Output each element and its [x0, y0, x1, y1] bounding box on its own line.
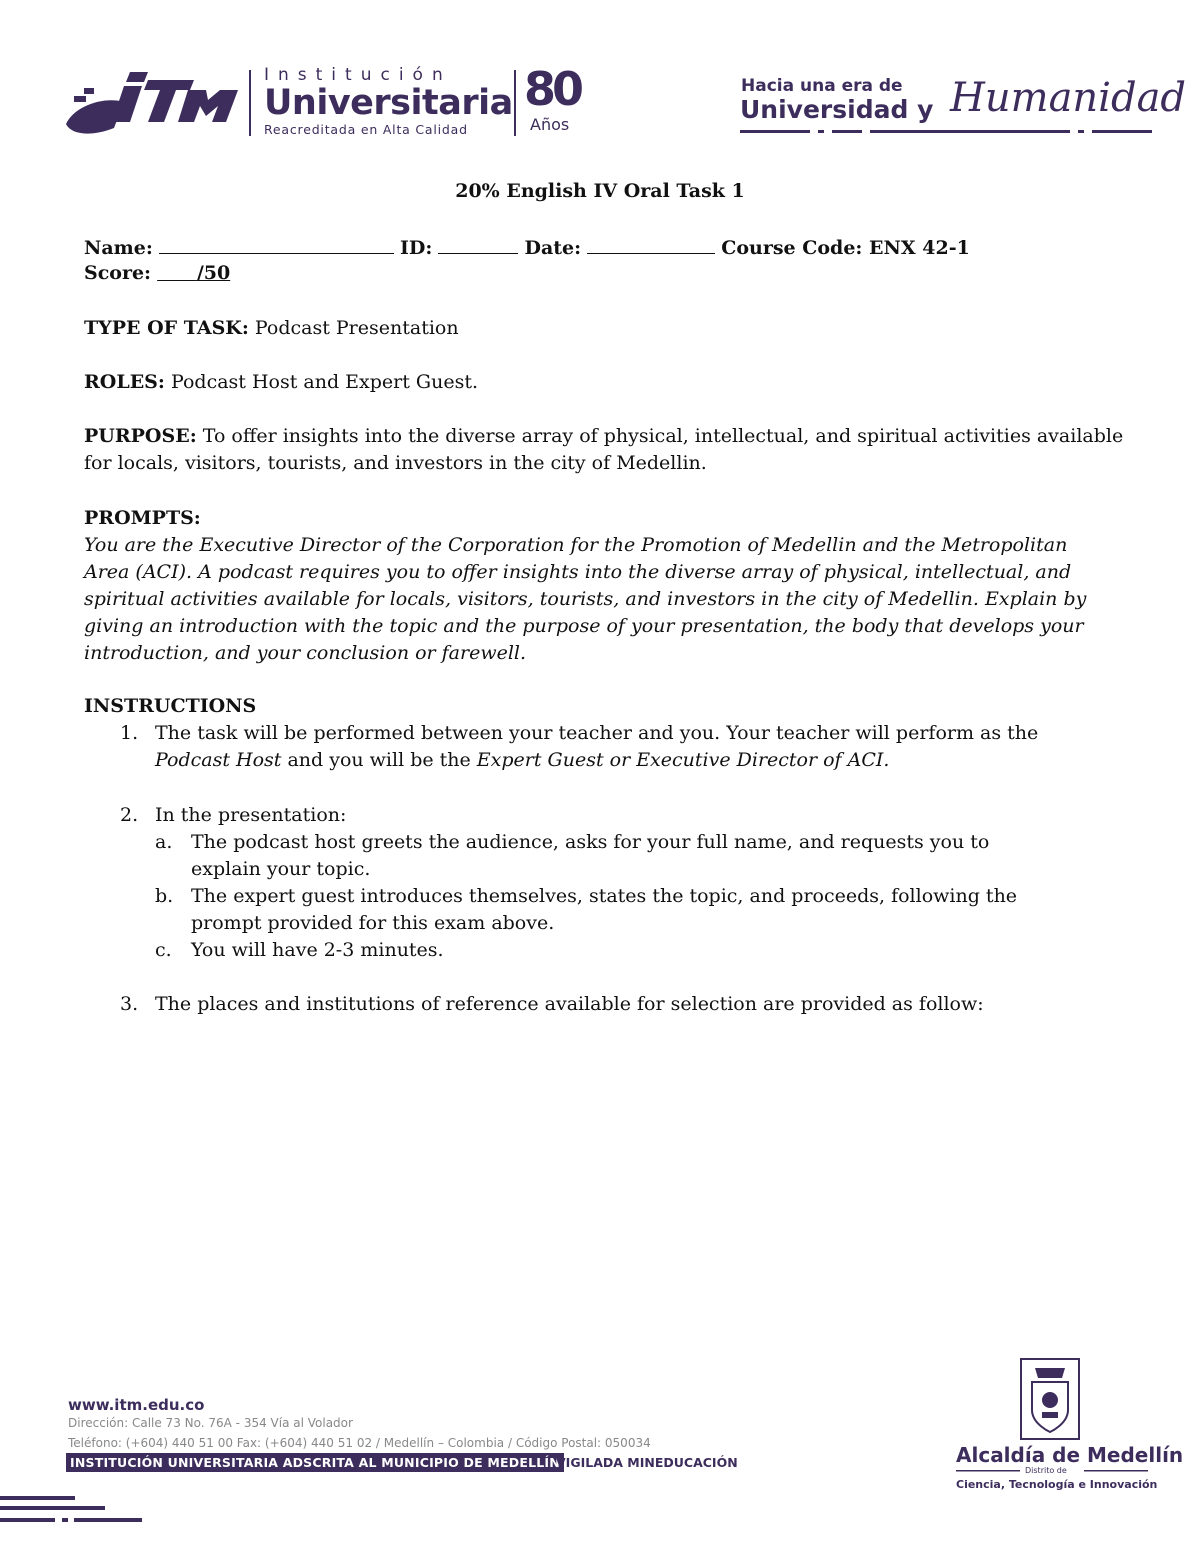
slogan-script: Humanidad: [950, 75, 1187, 121]
anniversary-number: 80: [524, 62, 581, 116]
student-info-line: [84, 233, 970, 262]
roles-label: ROLES:: [84, 371, 165, 393]
course-code: Course Code: ENX 42-1: [721, 237, 970, 259]
slogan-underline-icon: [740, 128, 1155, 136]
date-field[interactable]: [587, 233, 715, 254]
sub-b-letter: b.: [155, 885, 174, 907]
itm-logo: [64, 66, 239, 138]
alcaldia-name: Alcaldía de Medellín: [956, 1443, 1184, 1467]
institution-name: [264, 66, 513, 138]
sub-c-letter: c.: [155, 939, 172, 961]
medellin-crest-icon: [1020, 1358, 1080, 1440]
sub-a-letter: a.: [155, 831, 173, 853]
item-1-line-1: The task will be performed between your teacher and you. Your teacher will perform as the: [155, 722, 1039, 744]
prompts-label: PROMPTS:: [84, 507, 201, 529]
website-link[interactable]: www.itm.edu.co: [68, 1396, 205, 1414]
score-line: [84, 260, 230, 287]
roles-value: Podcast Host and Expert Guest.: [170, 371, 479, 393]
sub-c-line-1: You will have 2-3 minutes.: [191, 939, 444, 961]
document-title: 20% English IV Oral Task 1: [455, 180, 745, 202]
type-line: [84, 315, 459, 342]
item-1-number: 1.: [120, 722, 139, 744]
date-label: Date:: [524, 237, 582, 259]
footer-lines-icon: [0, 1494, 150, 1526]
item-1-connector: and you will be the: [281, 749, 477, 771]
roles-line: [84, 369, 478, 396]
sub-b-line-1: The expert guest introduces themselves, states the topic, and proceeds, following the: [191, 885, 1018, 907]
anniversary-word: Años: [530, 115, 570, 134]
sub-a-line-1: The podcast host greets the audience, asks for your full name, and requests you to: [191, 831, 990, 853]
id-field[interactable]: [438, 233, 518, 254]
score-label: Score:: [84, 262, 152, 284]
item-3-text: The places and institutions of reference available for selection are provided as follow:: [155, 993, 984, 1015]
purpose-value: To offer insights into the diverse array of physical, intellectual, and spiritual activities available for locals, visitors, tourists, and investors in the city of Medellin.: [84, 425, 1124, 474]
alcaldia-subtitle: Ciencia, Tecnología e Innovación: [956, 1478, 1158, 1491]
itm-logo-icon: [64, 66, 239, 138]
footer-band: INSTITUCIÓN UNIVERSITARIA ADSCRITA AL MUNICIPIO DE MEDELLÍN: [66, 1453, 564, 1472]
item-3-number: 3.: [120, 993, 139, 1015]
alcaldia-distrito: Distrito de: [1025, 1466, 1067, 1475]
footer-phone: Teléfono: (+604) 440 51 00 Fax: (+604) 440 51 02 / Medellín – Colombia / Código Postal: 050034: [68, 1436, 651, 1450]
institution-small: Institución: [264, 65, 452, 85]
header-divider-2: [514, 70, 516, 136]
expert-guest-role: Expert Guest or Executive Director of ACI.: [476, 749, 890, 771]
item-1-line-2: [155, 747, 889, 774]
score-value: [157, 262, 230, 284]
id-label: ID:: [399, 237, 433, 259]
name-label: Name:: [84, 237, 153, 259]
podcast-host-role: Podcast Host: [155, 749, 282, 771]
score-denominator: /50: [196, 262, 231, 284]
sub-b-line-2: prompt provided for this exam above.: [191, 912, 555, 934]
prompts-text: You are the Executive Director of the Corporation for the Promotion of Medellin and the Metropolitan Area (ACI). A podcast requires you to offer insights into the diverse array of physical, intellectual, and spiritual activities available for locals, visitors, tourists, and investors in the city of Medellin. Explain by giving an introduction with the topic and the purpose of your presentation, the body that develops your introduction, and your conclusion or farewell.: [84, 534, 1087, 664]
purpose-paragraph: [84, 423, 1124, 477]
item-2-number: 2.: [120, 804, 139, 826]
footer-address: Dirección: Calle 73 No. 76A - 354 Vía al Volador: [68, 1416, 353, 1430]
sub-a-line-2: explain your topic.: [191, 858, 371, 880]
type-label: TYPE OF TASK:: [84, 317, 249, 339]
purpose-label: PURPOSE:: [84, 425, 197, 447]
header-divider: [249, 70, 251, 136]
slogan-top: Hacia una era de: [741, 76, 903, 96]
footer-vigilada: VIGILADA MINEDUCACIÓN: [556, 1455, 738, 1470]
institution-big: Universitaria: [264, 83, 513, 123]
instructions-label: INSTRUCTIONS: [84, 695, 257, 717]
slogan-big: Universidad y: [740, 95, 934, 124]
institution-sub: Reacreditada en Alta Calidad: [264, 122, 468, 137]
name-field[interactable]: [159, 233, 394, 254]
item-2-text: In the presentation:: [155, 804, 347, 826]
type-value: Podcast Presentation: [254, 317, 459, 339]
